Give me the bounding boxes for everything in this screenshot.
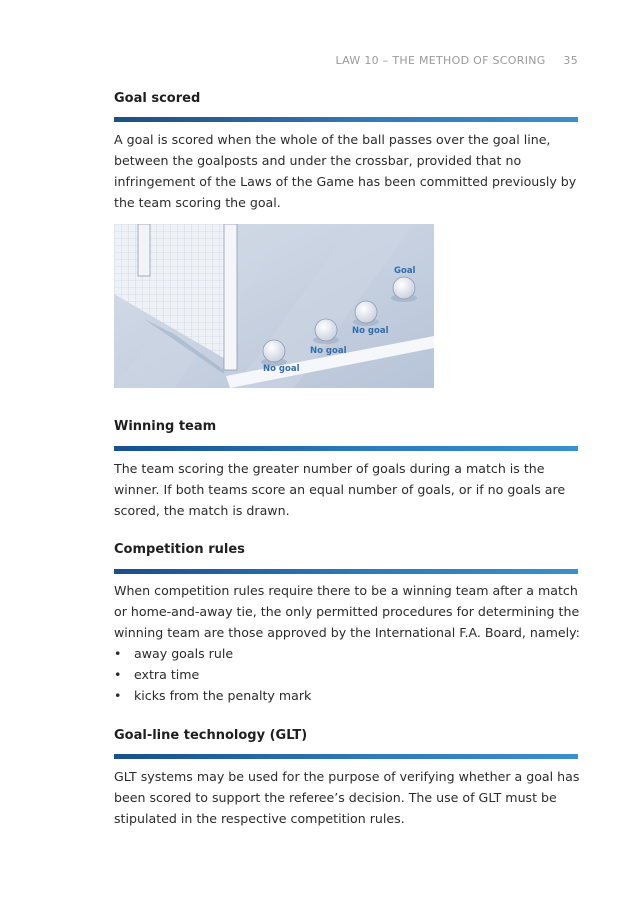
section-divider bbox=[114, 117, 578, 122]
glt-paragraph: GLT systems may be used for the purpose of verifying whether a goal has been scored to support the referee’s decision. The use of GLT must be stipulated in the respective competition rules. bbox=[114, 769, 580, 826]
goal-label: Goal bbox=[394, 266, 416, 276]
winning-team-paragraph: The team scoring the greater number of goals during a match is the winner. If both teams score an equal number of goals, or if no goals are scored, the match is drawn. bbox=[114, 461, 566, 518]
goal-line-illustration bbox=[114, 224, 434, 388]
no-goal-label: No goal bbox=[263, 364, 300, 374]
section-title-goal-scored: Goal scored bbox=[114, 91, 201, 106]
list-item: • kicks from the penalty mark bbox=[114, 685, 574, 706]
section-divider bbox=[114, 754, 578, 759]
section-divider bbox=[114, 569, 578, 574]
running-title: LAW 10 – THE METHOD OF SCORING bbox=[335, 54, 546, 67]
page-number: 35 bbox=[563, 54, 578, 67]
list-item: • away goals rule bbox=[114, 643, 574, 664]
section-title-winning-team: Winning team bbox=[114, 419, 217, 434]
goal-scored-paragraph: A goal is scored when the whole of the ball passes over the goal line, between the goalposts and under the crossbar, provided that no infringement of the Laws of the Game has been committed previously by the team scoring the goal. bbox=[114, 132, 577, 210]
no-goal-label: No goal bbox=[352, 326, 389, 336]
list-item: • extra time bbox=[114, 664, 574, 685]
competition-rules-paragraph: When competition rules require there to be a winning team after a match or home-and-away tie, the only permitted procedures for determining the winning team are those approved by the International F.A. Board, namely: bbox=[114, 583, 580, 640]
section-title-glt: Goal-line technology (GLT) bbox=[114, 728, 308, 743]
no-goal-label: No goal bbox=[310, 346, 347, 356]
section-divider bbox=[114, 446, 578, 451]
section-title-competition-rules: Competition rules bbox=[114, 542, 245, 557]
running-header bbox=[335, 54, 578, 67]
procedures-list bbox=[114, 643, 574, 706]
